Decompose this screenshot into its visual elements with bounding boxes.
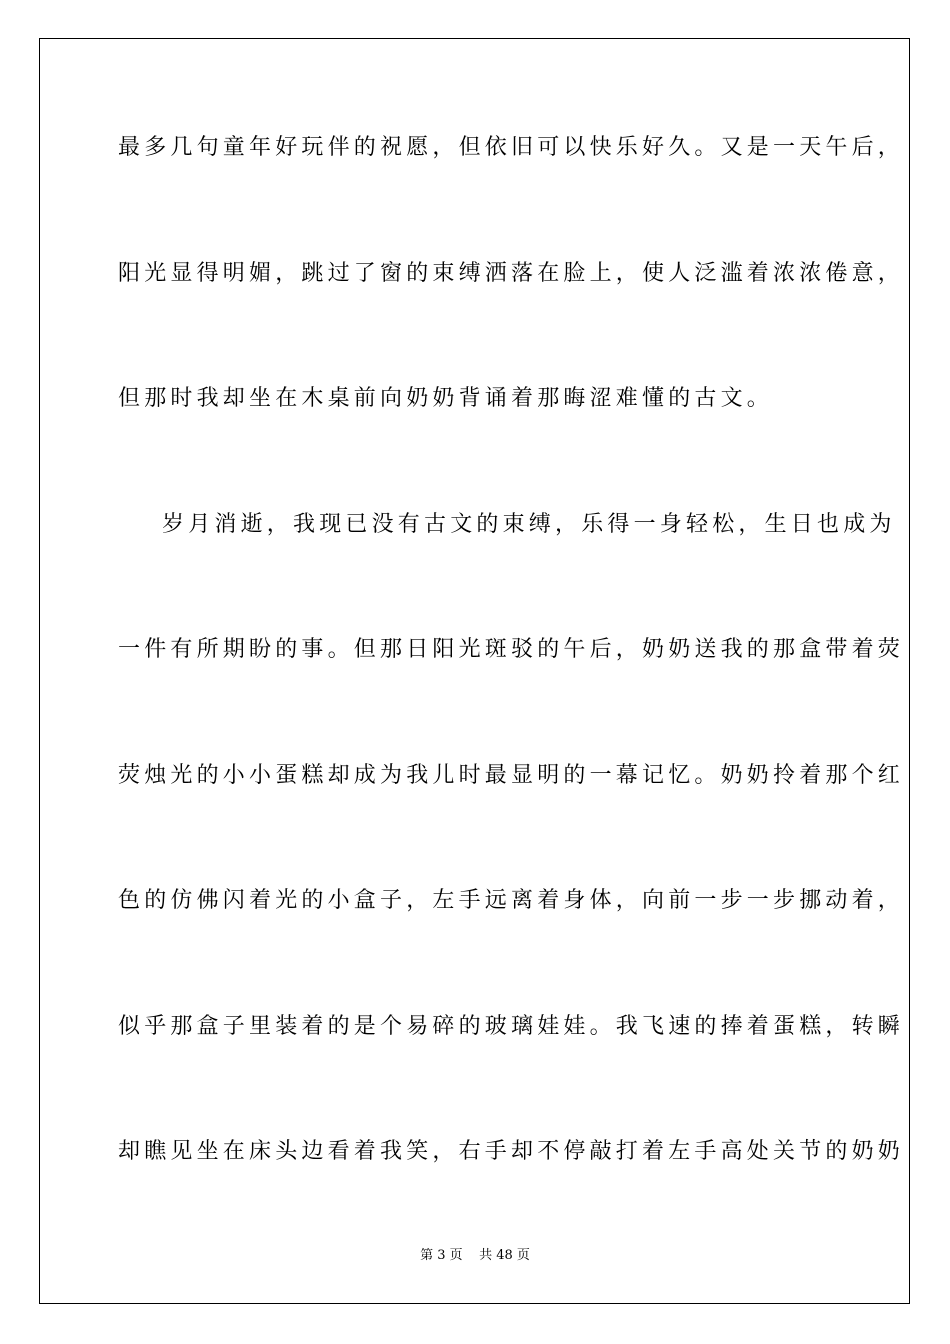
page-border [39,38,910,1304]
body-text-line: 但那时我却坐在木桌前向奶奶背诵着那晦涩难懂的古文。 [118,386,774,411]
page-number-footer: 第 3 页 共 48 页 [420,1248,530,1263]
body-text-line: 似乎那盒子里装着的是个易碎的玻璃娃娃。我飞速的捧着蛋糕，转瞬 [118,1014,905,1039]
paragraph-first-line: 岁月消逝，我现已没有古文的束缚，乐得一身轻松，生日也成为 [162,512,896,537]
body-text-line: 荧烛光的小小蛋糕却成为我儿时最显明的一幕记忆。奶奶拎着那个红 [118,763,905,788]
body-text-line: 色的仿佛闪着光的小盒子，左手远离着身体，向前一步一步挪动着， [118,888,905,913]
body-text-line: 阳光显得明媚，跳过了窗的束缚洒落在脸上，使人泛滥着浓浓倦意， [118,261,905,286]
body-text-line: 却瞧见坐在床头边看着我笑，右手却不停敲打着左手高处关节的奶奶 [118,1139,905,1164]
body-text-line: 最多几句童年好玩伴的祝愿，但依旧可以快乐好久。又是一天午后， [118,135,905,160]
body-text-line: 一件有所期盼的事。但那日阳光斑驳的午后，奶奶送我的那盒带着荧 [118,637,905,662]
